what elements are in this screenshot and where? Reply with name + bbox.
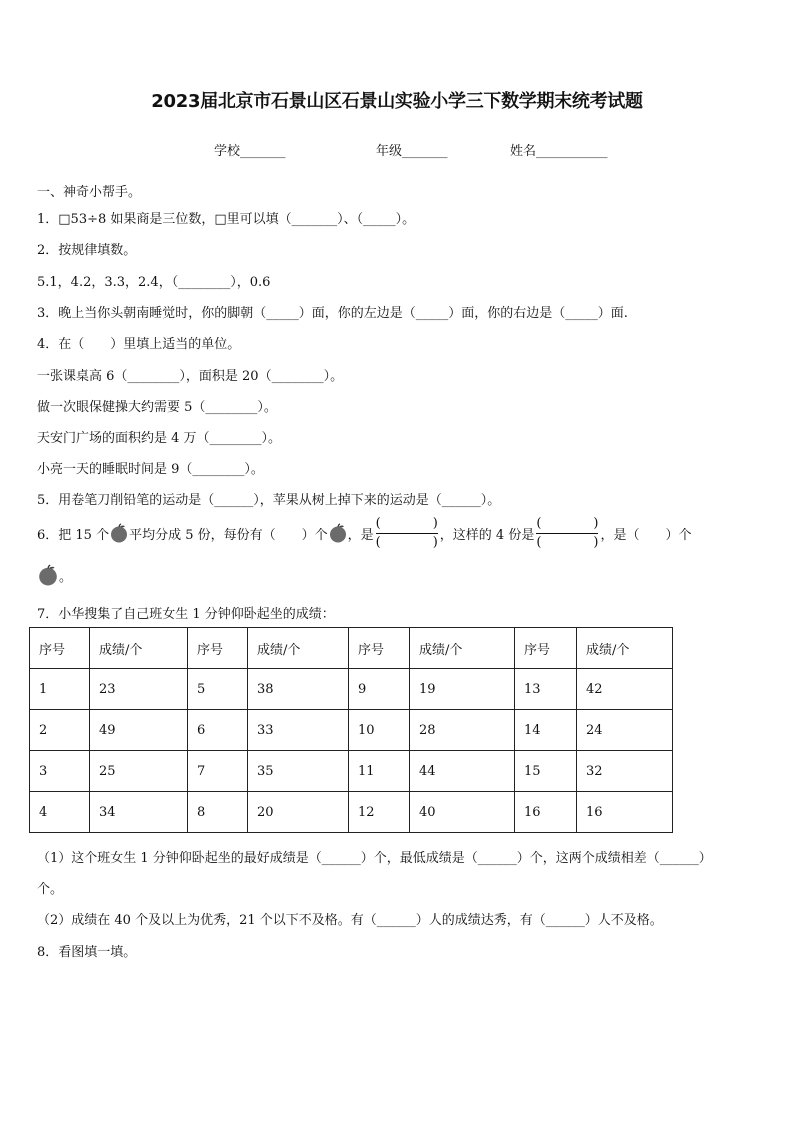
question-7-1: （1）这个班女生 1 分钟仰卧起坐的最好成绩是（______）个，最低成绩是（______）个，这两个成绩相差（______） (37, 851, 712, 866)
table-row (30, 710, 673, 751)
question-8: 8．看图填一填。 (37, 945, 137, 960)
fraction-denominator: ( ) (375, 534, 438, 550)
question-6 (37, 513, 692, 553)
apple-icon (37, 564, 59, 586)
table-cell: 3 (30, 751, 90, 792)
table-header: 成绩/个 (248, 628, 349, 669)
question-6-text: ，是（ ）个 (600, 527, 692, 543)
table-cell: 38 (248, 669, 349, 710)
grade-field: 年级_______ (376, 144, 448, 159)
table-cell: 5 (188, 669, 248, 710)
fraction-blank (536, 515, 598, 552)
table-cell: 25 (90, 751, 188, 792)
question-4c: 天安门广场的面积约是 4 万（________）。 (37, 431, 282, 446)
table-cell: 16 (515, 792, 577, 833)
table-cell: 10 (349, 710, 410, 751)
table-cell: 15 (515, 751, 577, 792)
question-7: 7．小华搜集了自己班女生 1 分钟仰卧起坐的成绩： (37, 607, 335, 622)
question-1: 1．□53÷8 如果商是三位数，□里可以填（_______）、（_____）。 (37, 212, 416, 227)
table-cell: 13 (515, 669, 577, 710)
page-title: 2023届北京市石景山区石景山实验小学三下数学期末统考试题 (151, 91, 643, 112)
table-cell: 24 (577, 710, 673, 751)
table-row (30, 792, 673, 833)
table-cell: 9 (349, 669, 410, 710)
table-cell: 42 (577, 669, 673, 710)
table-row (30, 669, 673, 710)
question-6-text: 6．把 15 个 (37, 527, 110, 543)
question-7-2: （2）成绩在 40 个及以上为优秀，21 个以下不及格。有（______）人的成绩达秀，有（______）人不及格。 (37, 913, 663, 928)
table-cell: 8 (188, 792, 248, 833)
table-cell: 7 (188, 751, 248, 792)
table-header: 序号 (515, 628, 577, 669)
table-header: 序号 (30, 628, 90, 669)
table-cell: 34 (90, 792, 188, 833)
question-4a: 一张课桌高 6（________），面积是 20（________）。 (37, 369, 344, 384)
apple-icon (328, 523, 348, 543)
question-6-end: 。 (59, 569, 73, 585)
question-2-sequence: 5.1，4.2，3.3，2.4，（________），0.6 (37, 275, 271, 290)
table-header: 成绩/个 (410, 628, 515, 669)
table-cell: 19 (410, 669, 515, 710)
table-cell: 44 (410, 751, 515, 792)
table-row (30, 751, 673, 792)
fraction-numerator: ( ) (375, 515, 438, 531)
question-6-text: ，这样的 4 份是 (439, 527, 535, 543)
table-cell: 28 (410, 710, 515, 751)
question-6-text: ，是 (347, 527, 374, 543)
question-6-text: 平均分成 5 份，每份有（ ）个 (129, 527, 328, 543)
table-header: 成绩/个 (90, 628, 188, 669)
table-cell: 2 (30, 710, 90, 751)
section-heading: 一、神奇小帮手。 (37, 185, 142, 200)
question-5: 5．用卷笔刀削铅笔的运动是（______），苹果从树上掉下来的运动是（______）。 (37, 493, 501, 508)
table-cell: 49 (90, 710, 188, 751)
question-3: 3．晚上当你头朝南睡觉时，你的脚朝（_____）面，你的左边是（_____）面，你的右边是（_____）面. (37, 306, 628, 321)
table-cell: 32 (577, 751, 673, 792)
table-cell: 20 (248, 792, 349, 833)
school-field: 学校_______ (214, 144, 286, 159)
question-4d: 小亮一天的睡眠时间是 9（________）。 (37, 462, 264, 477)
table-cell: 23 (90, 669, 188, 710)
fraction-blank (376, 515, 438, 552)
scores-table (29, 627, 673, 833)
question-6-continuation (37, 564, 72, 586)
table-header: 序号 (349, 628, 410, 669)
table-header: 序号 (188, 628, 248, 669)
question-7-1-continuation: 个。 (37, 882, 64, 897)
table-cell: 33 (248, 710, 349, 751)
table-header: 成绩/个 (577, 628, 673, 669)
question-4b: 做一次眼保健操大约需要 5（________）。 (37, 400, 277, 415)
name-field: 姓名___________ (510, 144, 608, 159)
question-2: 2．按规律填数。 (37, 243, 137, 258)
table-cell: 35 (248, 751, 349, 792)
table-cell: 14 (515, 710, 577, 751)
table-cell: 11 (349, 751, 410, 792)
table-cell: 16 (577, 792, 673, 833)
question-4: 4．在（ ）里填上适当的单位。 (37, 337, 241, 352)
table-cell: 40 (410, 792, 515, 833)
apple-icon (109, 523, 129, 543)
table-cell: 1 (30, 669, 90, 710)
fraction-denominator: ( ) (536, 534, 599, 550)
table-header-row (30, 628, 673, 669)
table-cell: 4 (30, 792, 90, 833)
table-cell: 6 (188, 710, 248, 751)
table-cell: 12 (349, 792, 410, 833)
fraction-numerator: ( ) (536, 515, 599, 531)
